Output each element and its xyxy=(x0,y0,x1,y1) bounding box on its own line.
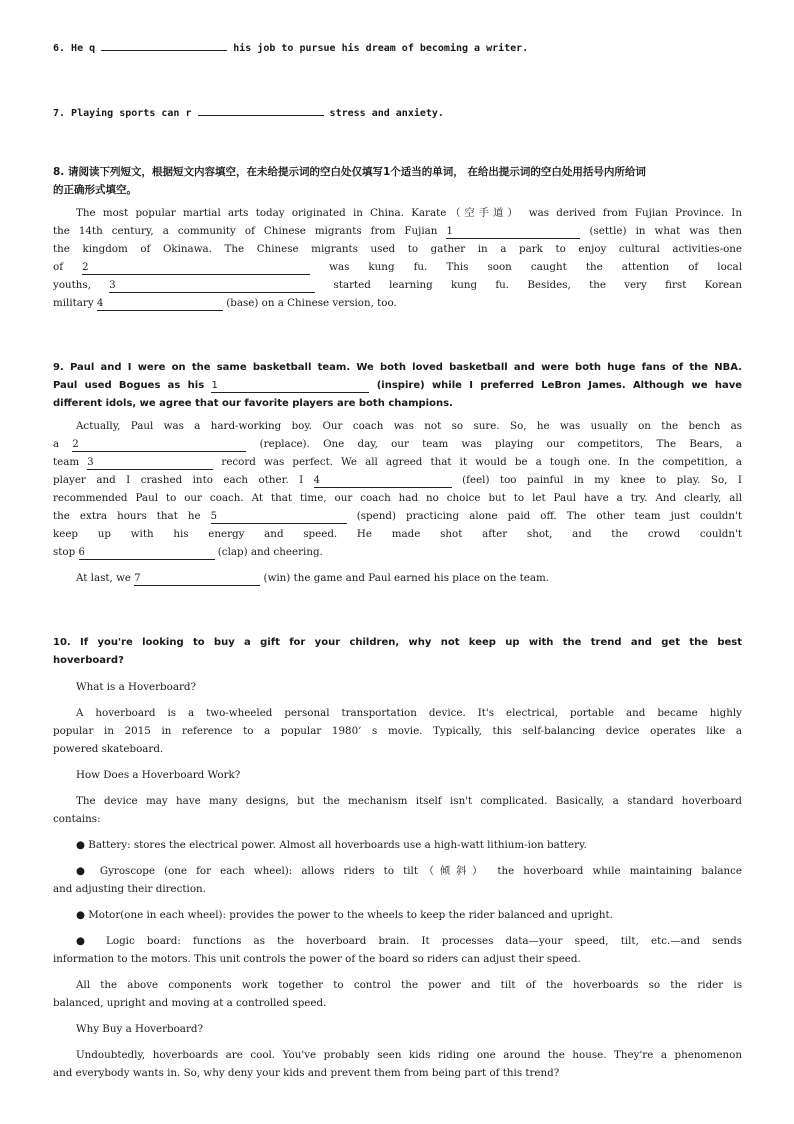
bullet-battery: ● Battery: stores the electrical power. Almost all hoverboards use a high-watt lithium-ion battery. xyxy=(76,839,587,851)
passage-line: of 2 was kung fu. This soon caught the attention of local xyxy=(53,261,742,273)
passage-line: the kingdom of Okinawa. The Chinese migrants used to gather in a park to enjoy cultural activities-one xyxy=(53,243,742,255)
passage-line: Undoubtedly, hoverboards are cool. You've probably seen kids riding one around the house. They're a phenomenon xyxy=(76,1049,742,1061)
answer-blank-1[interactable]: 1 xyxy=(446,226,580,239)
passage-line: powered skateboard. xyxy=(53,743,164,755)
passage-line: Actually, Paul was a hard-working boy. Our coach was not so sure. So, he was usually on the bench as xyxy=(76,420,742,432)
question-8-instruction: 8. 请阅读下列短文，根据短文内容填空，在未给提示词的空白处仅填写1个适当的单词， 在给出提示词的空白处用括号内所给词 xyxy=(53,166,646,178)
section-heading: What is a Hoverboard? xyxy=(76,681,197,693)
answer-blank-1[interactable]: 1 xyxy=(211,380,369,393)
question-7 xyxy=(53,105,742,119)
bullet-gyroscope: ● Gyroscope (one for each wheel): allows riders to tilt（倾斜） the hoverboard while maintaining balance xyxy=(76,865,742,877)
question-9-heading: 9. Paul and I were on the same basketball team. We both loved basketball and were both huge fans of the NBA. xyxy=(53,362,742,373)
question-9 xyxy=(53,359,742,587)
answer-blank[interactable] xyxy=(198,105,324,116)
answer-blank-3[interactable]: 3 xyxy=(109,280,315,293)
question-10-heading: 10. If you're looking to buy a gift for your children, why not keep up with the trend and get the best xyxy=(53,637,742,648)
passage-line: team 3 record was perfect. We all agreed that it would be a tough one. In the competition, a xyxy=(53,456,742,468)
question-7-line: 7. Playing sports can r stress and anxiety. xyxy=(53,105,742,119)
passage-line: recommended Paul to our coach. At that time, our coach had no choice but to let Paul have a try. And clearly, all xyxy=(53,492,742,504)
section-heading: Why Buy a Hoverboard? xyxy=(76,1023,203,1035)
passage-line: the extra hours that he 5 (spend) practicing alone paid off. The other team just couldn't xyxy=(53,510,742,522)
passage-line: stop 6 (clap) and cheering. xyxy=(53,546,323,558)
answer-blank-7[interactable]: 7 xyxy=(134,573,260,586)
question-10 xyxy=(53,634,742,1082)
passage-line: player and I crashed into each other. I 4 (feel) too painful in my knee to play. So, I xyxy=(53,474,742,486)
passage-line: popular in 2015 in reference to a popular 1980’ s movie. Typically, this self-balancing device operates like a xyxy=(53,725,742,737)
passage-line: contains: xyxy=(53,813,101,825)
bullet-logic-board: ● Logic board: functions as the hoverboard brain. It processes data—your speed, tilt, etc.—and sends xyxy=(76,935,742,947)
question-8-instruction-cont: 的正确形式填空。 xyxy=(53,184,137,196)
passage-line: The device may have many designs, but the mechanism itself isn't complicated. Basically, a standard hoverboard xyxy=(76,795,742,807)
answer-blank-4[interactable]: 4 xyxy=(97,298,223,311)
question-8 xyxy=(53,163,742,312)
passage-line: information to the motors. This unit controls the power of the board so riders can adjust their speed. xyxy=(53,953,581,965)
answer-blank-5[interactable]: 5 xyxy=(211,511,347,524)
passage-line: the 14th century, a community of Chinese migrants from Fujian 1 (settle) in what was then xyxy=(53,225,743,237)
question-9-heading: Paul used Bogues as his 1 (inspire) while I preferred LeBron James. Although we have xyxy=(53,380,743,391)
passage-line: At last, we 7 (win) the game and Paul earned his place on the team. xyxy=(76,572,550,584)
question-6 xyxy=(53,40,742,54)
passage-line: The most popular martial arts today originated in China. Karate（空手道） was derived from Fujian Province. In xyxy=(76,207,742,219)
answer-blank[interactable] xyxy=(101,40,227,51)
passage-line: a 2 (replace). One day, our team was playing our competitors, The Bears, a xyxy=(53,438,742,450)
answer-blank-3[interactable]: 3 xyxy=(87,457,213,470)
answer-blank-6[interactable]: 6 xyxy=(79,547,215,560)
question-6-line: 6. He q his job to pursue his dream of becoming a writer. xyxy=(53,40,742,54)
passage-line: All the above components work together to control the power and tilt of the hoverboards so the rider is xyxy=(76,979,742,991)
passage-line: balanced, upright and moving at a controlled speed. xyxy=(53,997,327,1009)
passage-line: keep up with his energy and speed. He made shot after shot, and the crowd couldn't xyxy=(53,528,742,540)
question-10-heading: hoverboard? xyxy=(53,655,124,666)
passage-line: and everybody wants in. So, why deny your kids and prevent them from being part of this trend? xyxy=(53,1067,560,1079)
passage-line: and adjusting their direction. xyxy=(53,883,206,895)
passage-line: military 4 (base) on a Chinese version, too. xyxy=(53,297,397,309)
question-9-heading: different idols, we agree that our favorite players are both champions. xyxy=(53,398,453,409)
passage-line: A hoverboard is a two-wheeled personal transportation device. It's electrical, portable and became highly xyxy=(76,707,742,719)
answer-blank-2[interactable]: 2 xyxy=(82,262,310,275)
answer-blank-4[interactable]: 4 xyxy=(314,475,452,488)
answer-blank-2[interactable]: 2 xyxy=(72,439,246,452)
passage-line: youths, 3 started learning kung fu. Besides, the very first Korean xyxy=(53,279,743,291)
bullet-motor: ● Motor(one in each wheel): provides the power to the wheels to keep the rider balanced and upright. xyxy=(76,909,613,921)
section-heading: How Does a Hoverboard Work? xyxy=(76,769,241,781)
